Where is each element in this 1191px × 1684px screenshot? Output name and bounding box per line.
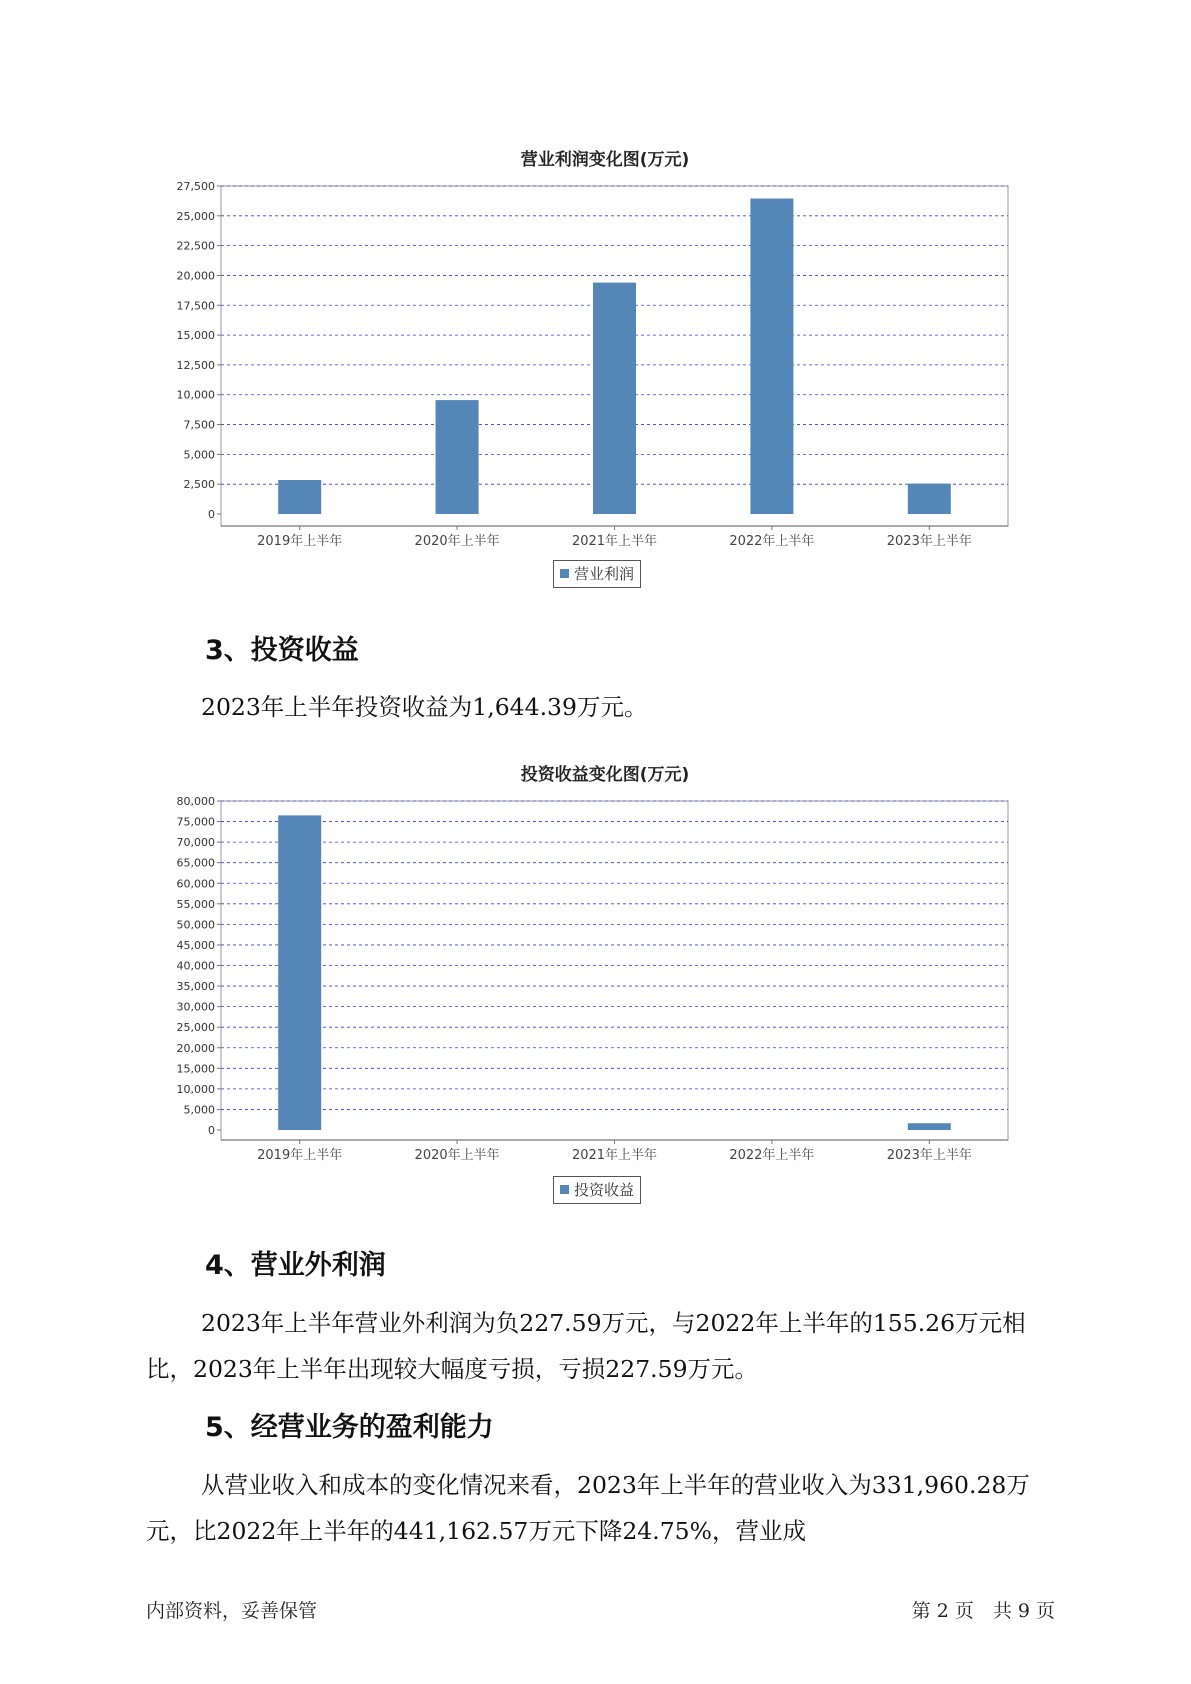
x-tick-label: 2023年上半年 — [886, 534, 972, 549]
y-tick-label: 22,500 — [176, 239, 215, 253]
y-tick-label: 45,000 — [176, 938, 215, 952]
y-tick-label: 20,000 — [176, 269, 215, 283]
y-tick-label: 7,500 — [183, 418, 215, 432]
chart2-legend-label: 投资收益 — [574, 1181, 635, 1199]
y-tick-label: 5,000 — [183, 448, 215, 462]
x-tick-label: 2019年上半年 — [257, 534, 343, 549]
y-tick-label: 50,000 — [176, 918, 215, 932]
chart2-legend — [553, 1176, 641, 1204]
y-tick-label: 60,000 — [176, 877, 215, 891]
y-tick-label: 75,000 — [176, 815, 215, 829]
y-tick-label: 20,000 — [176, 1041, 215, 1055]
legend-swatch-icon — [560, 1185, 569, 1194]
x-tick-label: 2020年上半年 — [414, 1148, 500, 1163]
y-tick-label: 40,000 — [176, 959, 215, 973]
y-tick-label: 65,000 — [176, 856, 215, 870]
section-3-text: 2023年上半年投资收益为1,644.39万元。 — [201, 693, 648, 721]
y-tick-label: 25,000 — [176, 209, 215, 223]
x-tick-label: 2020年上半年 — [414, 534, 500, 549]
y-tick-label: 12,500 — [176, 358, 215, 372]
section-4-text: 2023年上半年营业外利润为负227.59万元，与2022年上半年的155.26万元相比，2023年上半年出现较大幅度亏损，亏损227.59万元。 — [146, 1309, 1026, 1383]
x-tick-label: 2019年上半年 — [257, 1148, 343, 1163]
y-tick-label: 2,500 — [183, 478, 215, 492]
y-tick-label: 5,000 — [183, 1103, 215, 1117]
section-3-heading: 3、投资收益 — [205, 635, 359, 666]
y-tick-label: 70,000 — [176, 836, 215, 850]
bar — [278, 815, 321, 1130]
y-tick-label: 25,000 — [176, 1021, 215, 1035]
x-tick-label: 2022年上半年 — [729, 1148, 815, 1163]
y-tick-label: 80,000 — [176, 795, 215, 808]
footer-page-number: 第 2 页 共 9 页 — [911, 1600, 1055, 1622]
y-tick-label: 15,000 — [176, 329, 215, 343]
chart1-legend-label: 营业利润 — [574, 565, 635, 583]
x-tick-label: 2022年上半年 — [729, 534, 815, 549]
section-4-heading: 4、营业外利润 — [205, 1250, 386, 1281]
y-tick-label: 27,500 — [176, 180, 215, 193]
section-5-heading: 5、经营业务的盈利能力 — [205, 1412, 494, 1443]
y-tick-label: 30,000 — [176, 1000, 215, 1014]
chart2-title: 投资收益变化图(万元) — [520, 765, 690, 785]
y-tick-label: 0 — [208, 508, 215, 521]
y-tick-label: 15,000 — [176, 1062, 215, 1076]
y-tick-label: 55,000 — [176, 897, 215, 911]
x-tick-label: 2023年上半年 — [886, 1148, 972, 1163]
y-tick-label: 10,000 — [176, 388, 215, 402]
y-tick-label: 35,000 — [176, 980, 215, 994]
chart1-title: 营业利润变化图(万元) — [520, 150, 690, 170]
x-tick-label: 2021年上半年 — [571, 1148, 658, 1163]
x-tick-label: 2021年上半年 — [571, 534, 658, 549]
y-tick-label: 17,500 — [176, 299, 215, 313]
y-tick-label: 10,000 — [176, 1082, 215, 1096]
section-5-text: 从营业收入和成本的变化情况来看，2023年上半年的营业收入为331,960.28万元，比2022年上半年的441,162.57万元下降24.75%，营业成 — [146, 1471, 1030, 1545]
footer-confidential: 内部资料，妥善保管 — [146, 1600, 318, 1622]
bar — [908, 1123, 951, 1130]
y-tick-label: 0 — [208, 1124, 215, 1137]
